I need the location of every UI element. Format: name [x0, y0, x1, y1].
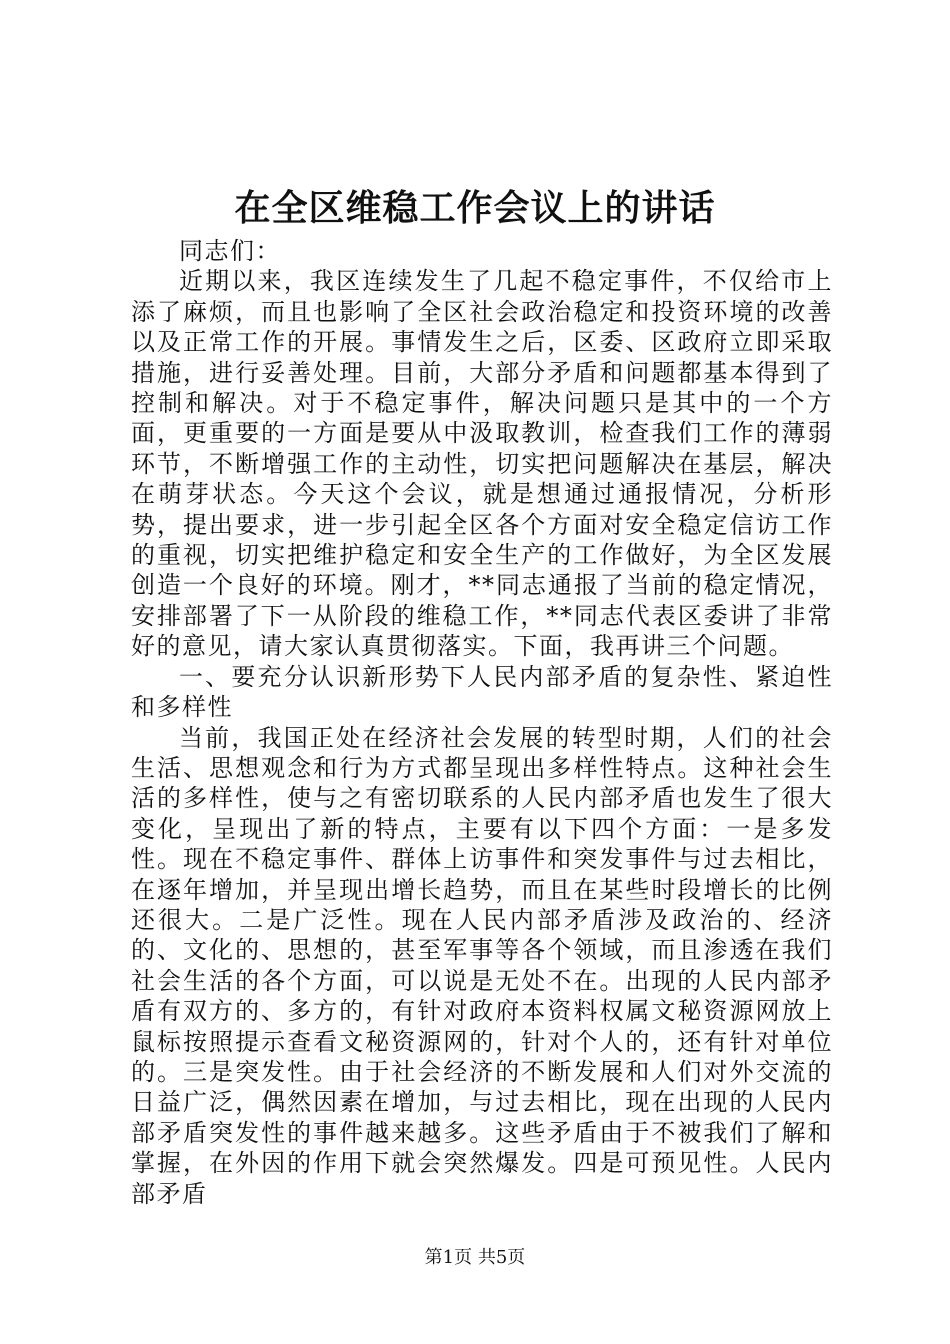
- document-body: [131, 236, 833, 1209]
- body-paragraph: 当前，我国正处在经济社会发展的转型时期，人们的社会生活、思想观念和行为方式都呈现出多样性特点。这种社会生活的多样性，使与之有密切联系的人民内部矛盾也发生了很大变化，呈现出了新的特点，主要有以下四个方面：一是多发性。现在不稳定事件、群体上访事件和突发事件与过去相比，在逐年增加，并呈现出增长趋势，而且在某些时段增长的比例还很大。二是广泛性。现在人民内部矛盾涉及政治的、经济的、文化的、思想的，甚至军事等各个领域，而且渗透在我们社会生活的各个方面，可以说是无处不在。出现的人民内部矛盾有双方的、多方的，有针对政府本资料权属文秘资源网放上鼠标按照提示查看文秘资源网的，针对个人的，还有针对单位的。三是突发性。由于社会经济的不断发展和人们对外交流的日益广泛，偶然因素在增加，与过去相比，现在出现的人民内部矛盾突发性的事件越来越多。这些矛盾由于不被我们了解和掌握，在外因的作用下就会突然爆发。四是可预见性。人民内部矛盾: [131, 723, 833, 1208]
- salutation-paragraph: 同志们：: [179, 237, 281, 265]
- intro-paragraph: 近期以来，我区连续发生了几起不稳定事件，不仅给市上添了麻烦，而且也影响了全区社会政治稳定和投资环境的改善以及正常工作的开展。事情发生之后，区委、区政府立即采取措施，进行妥善处理。目前，大部分矛盾和问题都基本得到了控制和解决。对于不稳定事件，解决问题只是其中的一个方面，更重要的一方面是要从中汲取教训，检查我们工作的薄弱环节，不断增强工作的主动性，切实把问题解决在基层，解决在萌芽状态。今天这个会议，就是想通过通报情况，分析形势，提出要求，进一步引起全区各个方面对安全稳定信访工作的重视，切实把维护稳定和安全生产的工作做好，为全区发展创造一个良好的环境。刚才，**同志通报了当前的稳定情况，安排部署了下一从阶段的维稳工作，**同志代表区委讲了非常好的意见，请大家认真贯彻落实。下面，我再讲三个问题。: [131, 267, 833, 661]
- page-number-footer: 第1页 共5页: [424, 1247, 526, 1268]
- document-title: 在全区维稳工作会议上的讲话: [234, 187, 716, 229]
- section-heading: 一、要充分认识新形势下人民内部矛盾的复杂性、紧迫性和多样性: [131, 662, 833, 722]
